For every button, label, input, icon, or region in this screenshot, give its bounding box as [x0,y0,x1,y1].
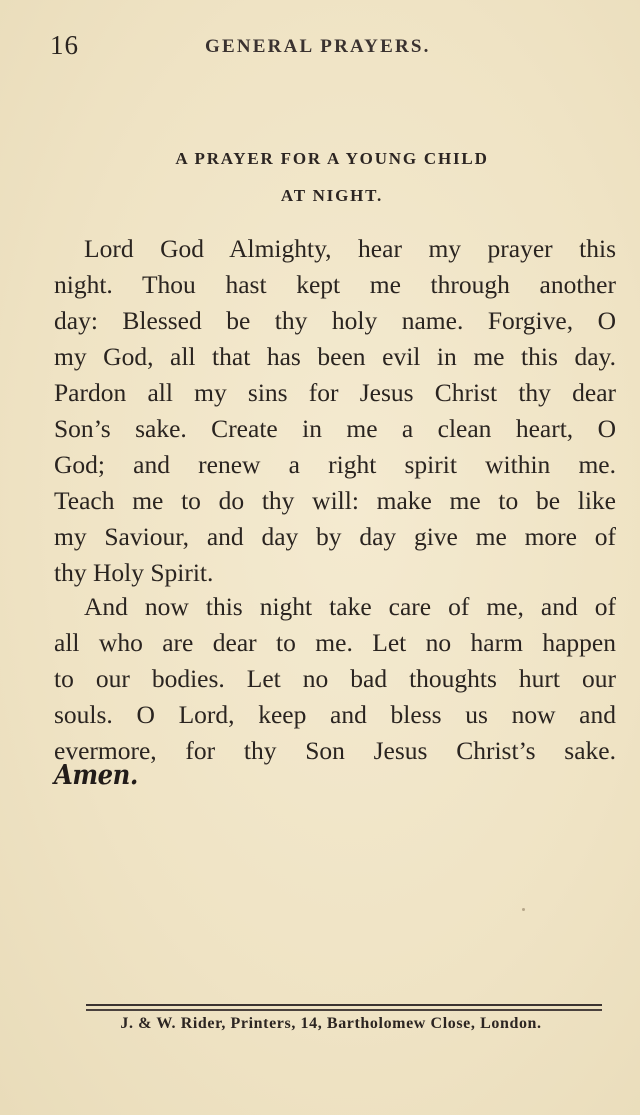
running-title: GENERAL PRAYERS. [205,36,431,57]
paragraph-2-line: all who are dear to me. Let no harm happen [54,628,616,657]
paper-speck [522,908,525,911]
amen-blackletter: Amen. [54,760,138,791]
paragraph-2-line: to our bodies. Let no bad thoughts hurt our [54,664,616,693]
paragraph-1-line: my Saviour, and day by day give me more of [54,522,616,551]
prayer-heading-line-1: A PRAYER FOR A YOUNG CHILD [175,149,489,168]
page-number: 16 [50,30,79,60]
paragraph-1-line: Son’s sake. Create in me a clean heart, O [54,414,616,443]
paragraph-1-line: day: Blessed be thy holy name. Forgive, O [54,306,616,335]
paragraph-2-line: And now this night take care of me, and of [84,592,616,621]
paragraph-1-line: night. Thou hast kept me through another [54,270,616,299]
footer-rule-thick [86,1004,602,1006]
paragraph-1-line: my God, all that has been evil in me this day. [54,342,616,371]
paragraph-2-line: souls. O Lord, keep and bless us now and [54,700,616,729]
paragraph-2-line: evermore, for thy Son Jesus Christ’s sake. [54,736,616,765]
printer-imprint: J. & W. Rider, Printers, 14, Bartholomew Close, London. [120,1015,542,1032]
paragraph-1-line: thy Holy Spirit. [54,558,214,587]
paragraph-1-line: Pardon all my sins for Jesus Christ thy dear [54,378,616,407]
prayer-heading-line-2: AT NIGHT. [280,186,384,205]
footer-rule-thin [86,1009,602,1011]
paragraph-1-line: God; and renew a right spirit within me. [54,450,616,479]
paragraph-1-line: Teach me to do thy will: make me to be like [54,486,616,515]
running-head [50,30,610,64]
paragraph-1-line: Lord God Almighty, hear my prayer this [84,234,616,263]
footer-double-rule [86,1004,602,1012]
